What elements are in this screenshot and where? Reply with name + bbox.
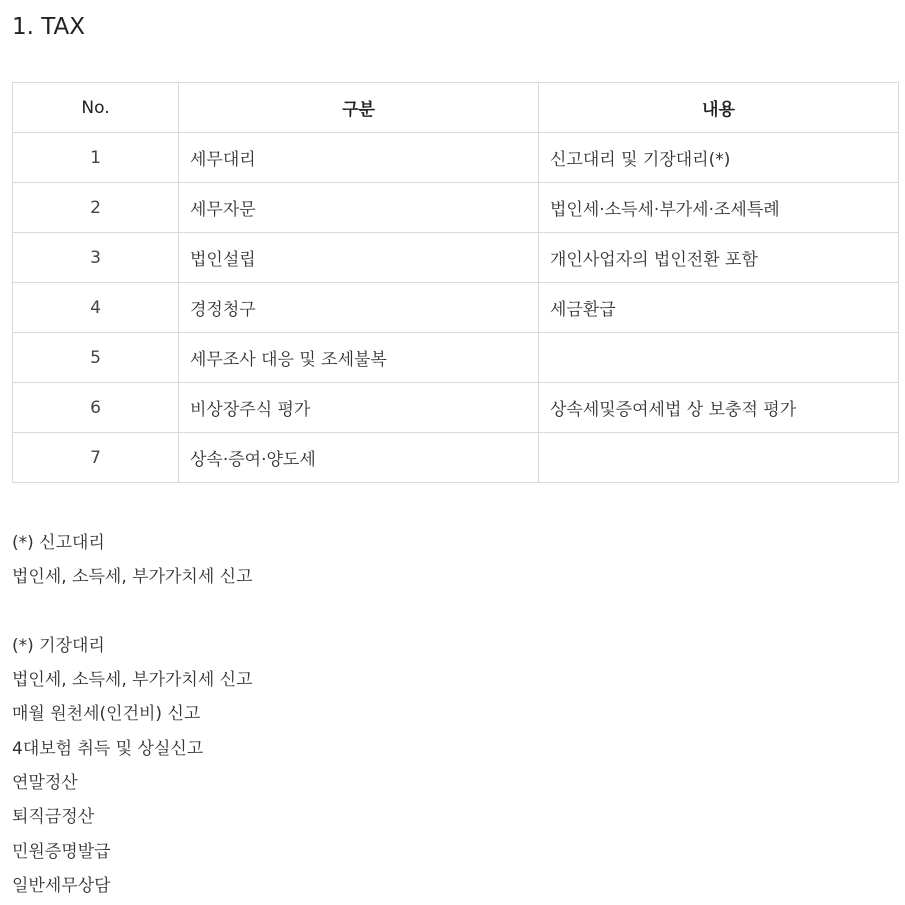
- note-item: 4대보험 취득 및 상실신고: [12, 738, 204, 759]
- note-item: 민원증명발급: [12, 841, 111, 862]
- row-category: 경정청구: [179, 283, 539, 333]
- note-item: 퇴직금정산: [12, 807, 95, 828]
- services-table: [12, 82, 899, 483]
- row-number: 1: [13, 133, 179, 183]
- row-category: 법인설립: [179, 233, 539, 283]
- note-spacer: [12, 595, 253, 629]
- header-content: 내용: [539, 83, 899, 133]
- table-row: [13, 383, 899, 433]
- note-item: 법인세, 소득세, 부가가치세 신고: [12, 670, 253, 691]
- note-item: 매월 원천세(인건비) 신고: [12, 704, 201, 725]
- row-number: 3: [13, 233, 179, 283]
- row-content: [539, 433, 899, 483]
- row-content: 세금환급: [539, 283, 899, 333]
- row-number: 5: [13, 333, 179, 383]
- notes-section: [12, 526, 253, 903]
- row-content: [539, 333, 899, 383]
- row-number: 6: [13, 383, 179, 433]
- row-category: 세무자문: [179, 183, 539, 233]
- row-number: 2: [13, 183, 179, 233]
- note-heading-filing: (*) 신고대리: [12, 533, 105, 553]
- note-heading-bookkeeping: (*) 기장대리: [12, 635, 105, 656]
- table-row: [13, 333, 899, 383]
- header-no: No.: [13, 83, 179, 133]
- row-number: 7: [13, 433, 179, 483]
- page-title: 1. TAX: [12, 14, 86, 40]
- table-row: [13, 283, 899, 333]
- table-row: [13, 133, 899, 183]
- row-content: 상속세및증여세법 상 보충적 평가: [539, 383, 899, 433]
- row-number: 4: [13, 283, 179, 333]
- note-item: 연말정산: [12, 773, 78, 794]
- row-content: 신고대리 및 기장대리(*): [539, 133, 899, 183]
- note-item: 일반세무상담: [12, 875, 111, 896]
- row-category: 비상장주식 평가: [179, 383, 539, 433]
- header-category: 구분: [179, 83, 539, 133]
- row-category: 세무대리: [179, 133, 539, 183]
- table-row: [13, 233, 899, 283]
- table-row: [13, 183, 899, 233]
- row-category: 상속·증여·양도세: [179, 433, 539, 483]
- note-item: 법인세, 소득세, 부가가치세 신고: [12, 567, 253, 588]
- row-content: 개인사업자의 법인전환 포함: [539, 233, 899, 283]
- table-header-row: [13, 83, 899, 133]
- row-content: 법인세·소득세·부가세·조세특례: [539, 183, 899, 233]
- table-row: [13, 433, 899, 483]
- row-category: 세무조사 대응 및 조세불복: [179, 333, 539, 383]
